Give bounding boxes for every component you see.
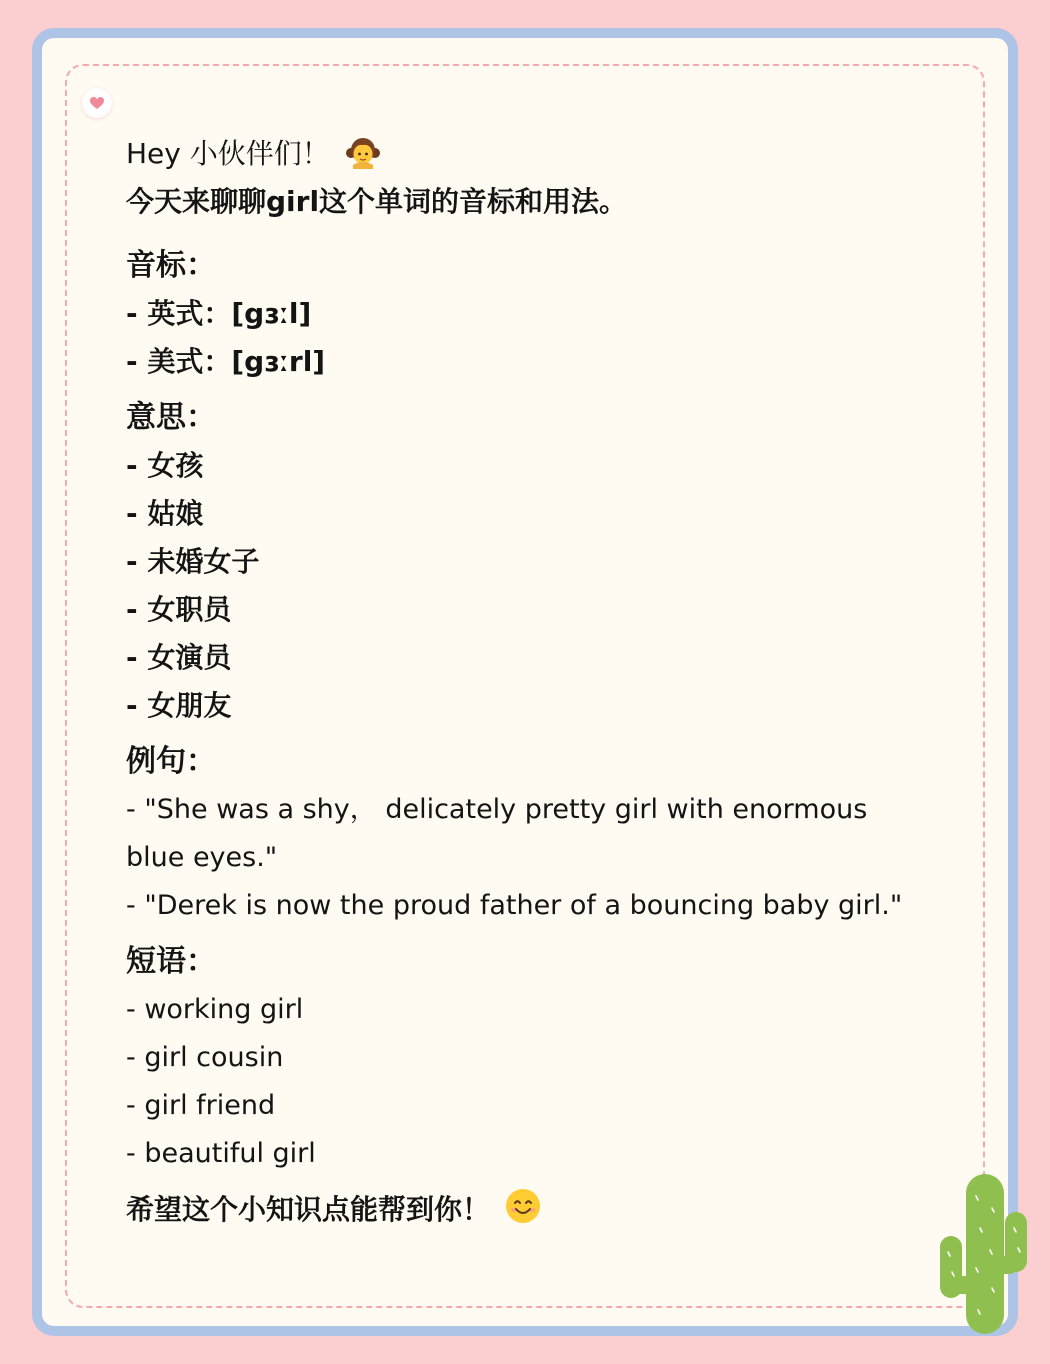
phonetic-us: - 美式：[gɜːrl] <box>126 345 326 378</box>
heart-badge <box>82 88 112 118</box>
closing-line <box>126 1186 926 1234</box>
closing-text: 希望这个小知识点能帮到你！ <box>126 1193 491 1226</box>
meanings-heading: 意思： <box>126 400 216 435</box>
meaning-item: - 姑娘 <box>126 497 204 530</box>
article-body <box>126 130 926 1234</box>
cactus-decoration <box>930 1168 1035 1342</box>
phonetic-uk: - 英式：[gɜːl] <box>126 297 312 330</box>
meaning-item: - 未婚女子 <box>126 545 260 578</box>
phrase-item: - beautiful girl <box>126 1138 316 1169</box>
intro-text: 今天来聊聊girl这个单词的音标和用法。 <box>126 185 628 218</box>
greeting-text: Hey 小伙伴们！ <box>126 137 330 170</box>
phonetics-heading: 音标： <box>126 248 216 283</box>
example-sentence: - "She was a shy， delicately pretty girl with enormous blue eyes." <box>126 794 868 873</box>
phrases-heading: 短语： <box>126 944 216 979</box>
phrase-item: - girl friend <box>126 1090 276 1121</box>
example-sentence: - "Derek is now the proud father of a bouncing baby girl." <box>126 890 903 921</box>
heart-icon <box>89 96 105 110</box>
meaning-item: - 女演员 <box>126 641 232 674</box>
phrase-item: - girl cousin <box>126 1042 284 1073</box>
meaning-item: - 女孩 <box>126 449 204 482</box>
examples-heading: 例句： <box>126 744 216 779</box>
greeting-line <box>126 130 926 178</box>
smiling-face-icon <box>504 1187 542 1240</box>
meaning-item: - 女职员 <box>126 593 232 626</box>
girl-emoji-icon <box>344 131 382 184</box>
meaning-item: - 女朋友 <box>126 689 232 722</box>
phrase-item: - working girl <box>126 994 304 1025</box>
